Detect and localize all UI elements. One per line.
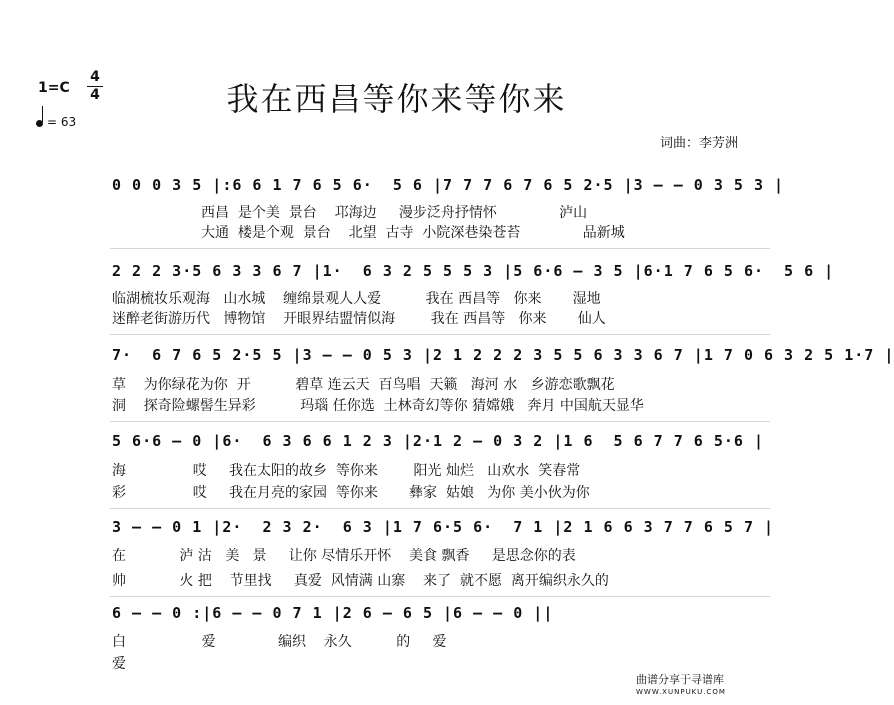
song-credit: 词曲：李芳洲 — [660, 136, 739, 151]
lyric-line-1a: 西昌 是个美 景台 邛海边 漫步泛舟抒情怀 泸山 — [112, 205, 588, 221]
staff-notes-2: 2 2 2 3·5 6 3 3 6 7 |1· 6 3 2 5 5 5 3 |5 6·6 – 3 5 |6·1 7 6 5 6· 5 6 | — [112, 262, 835, 280]
staff-notes-4: 5 6·6 – 0 |6· 6 3 6 6 1 2 3 |2·1 2 – 0 3 2 |1 6 5 6 7 7 6 5·6 | — [112, 432, 764, 450]
quarter-note-icon — [36, 120, 43, 127]
lyric-line-2a: 临湖梳妆乐观海 山水城 缠绵景观人人爱 我在 西昌等 你来 湿地 — [112, 291, 601, 307]
staff-notes-6: 6 – – 0 :|6 – – 0 7 1 |2 6 – 6 5 |6 – – 0 || — [112, 604, 554, 622]
tempo-value: = 63 — [47, 115, 77, 129]
staff-notes-1: 0 0 0 3 5 |:6 6 1 7 6 5 6· 5 6 |7 7 7 6 7 6 5 2·5 |3 – – 0 3 5 3 | — [112, 176, 785, 194]
lyric-line-4a: 海 哎 我在太阳的故乡 等你来 阳光 灿烂 山欢水 笑春常 — [112, 463, 581, 479]
lyric-line-6a: 白 爱 编织 永久 的 爱 — [112, 634, 447, 650]
staff-divider — [110, 508, 770, 509]
lyric-line-5a: 在 泸 沽 美 景 让你 尽情乐开怀 美食 飘香 是思念你的表 — [112, 548, 576, 564]
staff-divider — [110, 334, 770, 335]
lyric-line-3b: 洞 探奇险螺髻生异彩 玛瑙 任你选 土林奇幻等你 猜嫦娥 奔月 中国航天显华 — [112, 398, 644, 414]
lyric-line-6b: 爱 — [112, 656, 126, 672]
lyric-line-3a: 草 为你绿花为你 开 碧草 连云天 百鸟唱 天籁 海河 水 乡游恋歌飘花 — [112, 377, 615, 393]
watermark-line-1: 曲谱分享于寻谱库 — [636, 673, 724, 686]
lyric-line-5b: 帅 火 把 节里找 真爱 风情满 山寨 来了 就不愿 离开编织永久的 — [112, 573, 609, 589]
watermark-url: WWW.XUNPUKU.COM — [636, 688, 726, 696]
meter-bottom: 4 — [90, 87, 100, 103]
lyric-line-1b: 大通 楼是个观 景台 北望 古寺 小院深巷染苍苔 品新城 — [112, 225, 625, 241]
lyric-line-4b: 彩 哎 我在月亮的家园 等你来 彝家 姑娘 为你 美小伙为你 — [112, 485, 590, 501]
source-watermark — [636, 674, 726, 698]
song-title: 我在西昌等你来等你来 — [226, 80, 567, 118]
staff-divider — [110, 421, 770, 422]
staff-notes-3: 7· 6 7 6 5 2·5 5 |3 – – 0 5 3 |2 1 2 2 2 3 5 5 6 3 3 6 7 |1 7 0 6 3 2 5 1·7 | — [112, 346, 894, 364]
staff-divider — [110, 596, 770, 597]
staff-divider — [110, 248, 770, 249]
lyric-line-2b: 迷醉老街游历代 博物馆 开眼界结盟情似海 我在 西昌等 你来 仙人 — [112, 311, 606, 327]
key-signature: 1=C — [38, 80, 70, 96]
staff-notes-5: 3 – – 0 1 |2· 2 3 2· 6 3 |1 7 6·5 6· 7 1 |2 1 6 6 3 7 7 6 5 7 | — [112, 518, 775, 536]
meter-top: 4 — [90, 69, 100, 85]
